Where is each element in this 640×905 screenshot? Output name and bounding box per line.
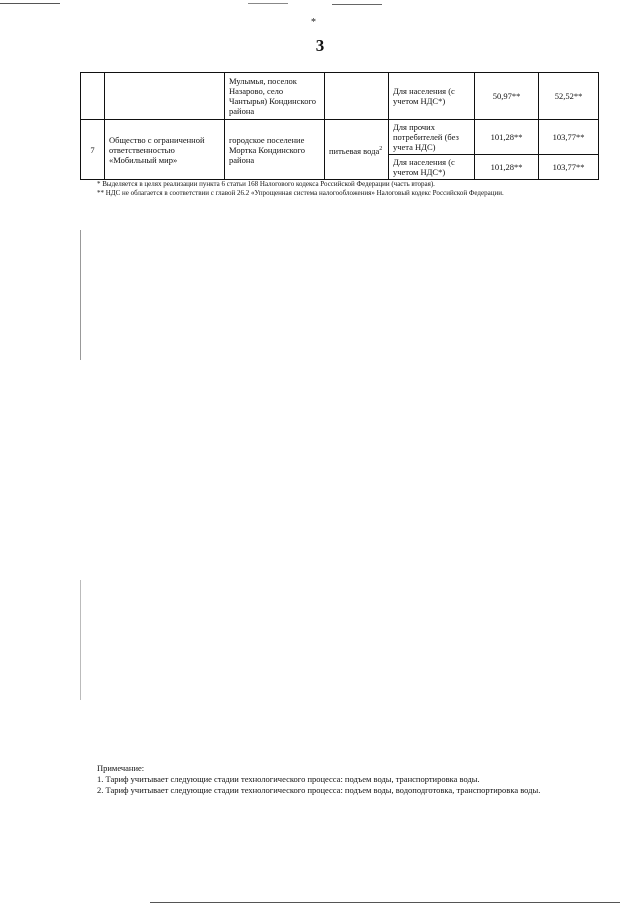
service-label: питьевая вода (329, 145, 380, 156)
footnote-vat: * Выделяется в целях реализации пункта 6 статьи 168 Налогового кодекса Российской Федерации (часть вторая). (97, 180, 435, 188)
tariff-value-2: 103,77** (539, 155, 599, 180)
notes-title: Примечание: (97, 763, 145, 773)
tariff-value-1: 101,28** (475, 155, 539, 180)
footnote-ref: 2 (379, 145, 383, 152)
service-cell (325, 120, 389, 180)
consumer-cell: Для населения (с учетом НДС*) (389, 73, 475, 120)
tariff-value-2: 103,77** (539, 120, 599, 155)
scan-bottom-line (150, 902, 620, 903)
consumer-cell: Для прочих потребителей (без учета НДС) (389, 120, 475, 155)
footnotes (97, 180, 587, 198)
table-row (81, 120, 599, 155)
consumer-cell: Для населения (с учетом НДС*) (389, 155, 475, 180)
scan-top-dash (332, 4, 382, 5)
note-item-2: 2. Тариф учитывает следующие стадии технологического процесса: подъем воды, водоподготовка, транспортировка воды. (97, 785, 541, 795)
organization-cell: Общество с ограниченной ответственностью «Мобильный мир» (105, 120, 225, 180)
territory-cell: городское поселение Мортка Кондинского района (225, 120, 325, 180)
notes-section (97, 763, 587, 796)
tariff-table (80, 72, 599, 180)
table-row (81, 73, 599, 120)
footnote-tax-exempt: ** НДС не облагается в соответствии с главой 26.2 «Упрощенная система налогообложения» Налоговый кодекс Российской Федерации. (97, 189, 504, 197)
scan-top-line (0, 3, 60, 4)
tariff-value-1: 101,28** (475, 120, 539, 155)
scan-left-margin (80, 230, 81, 360)
header-star: * (311, 17, 316, 28)
row-number-cell (81, 73, 105, 120)
tariff-value-2: 52,52** (539, 73, 599, 120)
scan-left-margin (80, 580, 81, 700)
scan-top-dash (248, 3, 288, 4)
page-number: 3 (315, 36, 325, 55)
service-cell (325, 73, 389, 120)
organization-cell (105, 73, 225, 120)
row-number-cell: 7 (81, 120, 105, 180)
tariff-value-1: 50,97** (475, 73, 539, 120)
territory-cell: Мулымья, поселок Назарово, село Чантырья) Кондинского района (225, 73, 325, 120)
note-item-1: 1. Тариф учитывает следующие стадии технологического процесса: подъем воды, транспортировка воды. (97, 774, 480, 784)
